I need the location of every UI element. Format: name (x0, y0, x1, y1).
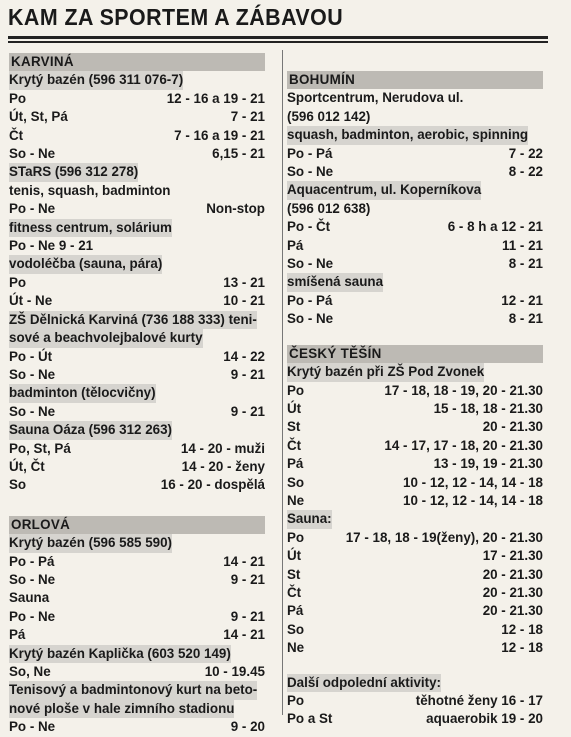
karvina-label: Po - Ne (9, 201, 56, 217)
karvina-hours: 9 - 21 (230, 366, 265, 382)
tesin-row (287, 602, 543, 620)
column-divider (282, 50, 283, 715)
tesin-label: St (287, 419, 301, 435)
left-column (9, 51, 265, 737)
dalsi-label: Po a St (287, 711, 333, 727)
karvina-label: Po - Út (9, 348, 53, 364)
tesin-label: Čt (287, 437, 302, 453)
karvina-hours: Non-stop (206, 201, 265, 217)
tesin-label: Út (287, 548, 302, 564)
orlova-label: Krytý bazén Kaplička (603 520 149) (9, 645, 231, 663)
karvina-hours: 10 - 21 (223, 293, 265, 309)
tesin-hours: 20 - 21.30 (482, 584, 543, 600)
orlova-label: Krytý bazén (596 585 590) (9, 534, 172, 552)
bohumin-row (287, 163, 543, 181)
orlova-label: Po - Ne (9, 608, 56, 624)
karvina-row (9, 127, 265, 145)
section-header-tesin: ČESKÝ TĚŠÍN (287, 345, 543, 363)
karvina-label: ZŠ Dělnická Karviná (736 188 333) teni- (9, 311, 257, 329)
karvina-label: Sauna Oáza (596 312 263) (9, 421, 172, 439)
orlova-label: Sauna (9, 590, 50, 606)
tesin-row (287, 639, 543, 657)
karvina-row (9, 311, 265, 329)
bohumin-hours: 8 - 22 (508, 164, 543, 180)
karvina-row (9, 366, 265, 384)
tesin-row (287, 400, 543, 418)
orlova-hours: 14 - 21 (223, 627, 265, 643)
tesin-hours: 17 - 21.30 (482, 548, 543, 564)
bohumin-hours: 6 - 8 h a 12 - 21 (447, 219, 543, 235)
karvina-label: Po - Ne 9 - 21 (9, 238, 94, 254)
karvina-label: sové a beachvolejbalové kurty (9, 329, 203, 347)
orlova-hours: 14 - 21 (223, 553, 265, 569)
orlova-hours: 9 - 20 (230, 719, 265, 735)
karvina-row (9, 71, 265, 89)
orlova-label: Po - Pá (9, 553, 55, 569)
karvina-listing (9, 71, 265, 494)
bohumin-hours: 8 - 21 (508, 311, 543, 327)
bohumin-hours: 12 - 21 (501, 292, 543, 308)
orlova-row (9, 663, 265, 681)
title-rule (8, 36, 548, 39)
karvina-label: Po (9, 274, 27, 290)
tesin-row (287, 437, 543, 455)
karvina-label: Út, St, Pá (9, 109, 68, 125)
tesin-hours: 20 - 21.30 (482, 419, 543, 435)
bohumin-label: squash, badminton, aerobic, spinning (287, 126, 528, 144)
dalsi-hours: těhotné ženy 16 - 17 (415, 693, 543, 708)
orlova-row (9, 571, 265, 589)
bohumin-row (287, 237, 543, 255)
karvina-hours: 12 - 16 a 19 - 21 (166, 90, 265, 106)
karvina-label: Po (9, 90, 27, 106)
karvina-row (9, 108, 265, 126)
karvina-row (9, 384, 265, 402)
orlova-label: Tenisový a badmintonový kurt na beto- (9, 681, 257, 699)
tesin-row (287, 492, 543, 510)
karvina-hours: 6,15 - 21 (212, 146, 265, 162)
bohumin-label: Sportcentrum, Nerudova ul. (287, 90, 464, 106)
dalsi-row (287, 674, 543, 692)
tesin-listing (287, 363, 543, 658)
tesin-label: Čt (287, 584, 302, 600)
karvina-row (9, 90, 265, 108)
bohumin-row (287, 108, 543, 126)
karvina-row (9, 163, 265, 181)
orlova-row (9, 553, 265, 571)
dalsi-hours: aquaerobik 19 - 20 (426, 711, 543, 727)
tesin-label: Ne (287, 640, 305, 656)
orlova-row (9, 534, 265, 552)
tesin-row (287, 510, 543, 528)
bohumin-row (287, 292, 543, 310)
orlova-hours: 9 - 21 (230, 571, 265, 587)
karvina-row (9, 421, 265, 439)
karvina-hours: 13 - 21 (223, 274, 265, 290)
orlova-listing (9, 534, 265, 736)
tesin-label: So (287, 474, 305, 490)
dalsi-label: Další odpolední aktivity: (287, 674, 441, 692)
karvina-row (9, 476, 265, 494)
karvina-hours: 16 - 20 - dospělá (160, 477, 265, 493)
section-header-karvina: KARVINÁ (9, 53, 265, 71)
karvina-label: So - Ne (9, 366, 56, 382)
tesin-label: Ne (287, 492, 305, 508)
karvina-label: Út, Čt (9, 458, 45, 474)
karvina-row (9, 237, 265, 255)
right-column (287, 69, 543, 729)
karvina-row (9, 219, 265, 237)
tesin-label: Sauna: (287, 510, 332, 528)
bohumin-hours: 8 - 21 (508, 256, 543, 272)
tesin-row (287, 474, 543, 492)
karvina-hours: 7 - 21 (230, 109, 265, 125)
tesin-label: Pá (287, 603, 304, 619)
orlova-hours: 9 - 21 (230, 608, 265, 624)
bohumin-row (287, 310, 543, 328)
section-header-orlova: ORLOVÁ (9, 516, 265, 534)
tesin-row (287, 455, 543, 473)
tesin-label: St (287, 566, 301, 582)
tesin-hours: 10 - 12, 12 - 14, 14 - 18 (403, 474, 543, 490)
tesin-label: Pá (287, 456, 304, 472)
dalsi-label: Po (287, 693, 305, 708)
tesin-row (287, 382, 543, 400)
bohumin-label: Aquacentrum, ul. Koperníkova (287, 181, 481, 199)
tesin-row (287, 621, 543, 639)
tesin-hours: 12 - 18 (501, 621, 543, 637)
tesin-hours: 17 - 18, 18 - 19(ženy), 20 - 21.30 (345, 529, 543, 545)
bohumin-label: Po - Pá (287, 145, 333, 161)
orlova-label: So - Ne (9, 571, 56, 587)
orlova-label: Pá (9, 627, 26, 643)
tesin-label: Po (287, 382, 305, 398)
tesin-hours: 14 - 17, 17 - 18, 20 - 21.30 (384, 437, 543, 453)
karvina-label: Po, St, Pá (9, 440, 71, 456)
tesin-label: Út (287, 400, 302, 416)
bohumin-label: (596 012 142) (287, 108, 371, 124)
karvina-label: Út - Ne (9, 293, 53, 309)
bohumin-label: So - Ne (287, 256, 334, 272)
bohumin-label: (596 012 638) (287, 200, 371, 216)
bohumin-row (287, 255, 543, 273)
bohumin-listing (287, 89, 543, 328)
tesin-hours: 15 - 18, 18 - 21.30 (433, 400, 543, 416)
bohumin-row (287, 218, 543, 236)
karvina-label: tenis, squash, badminton (9, 182, 171, 198)
karvina-label: So (9, 477, 27, 493)
orlova-row (9, 608, 265, 626)
karvina-row (9, 348, 265, 366)
karvina-row (9, 403, 265, 421)
tesin-hours: 20 - 21.30 (482, 566, 543, 582)
orlova-row (9, 681, 265, 699)
orlova-row (9, 626, 265, 644)
bohumin-row (287, 145, 543, 163)
tesin-label: Po (287, 529, 305, 545)
bohumin-label: Pá (287, 237, 304, 253)
karvina-row (9, 329, 265, 347)
bohumin-hours: 7 - 22 (508, 145, 543, 161)
karvina-row (9, 292, 265, 310)
karvina-row (9, 274, 265, 292)
karvina-label: Čt (9, 127, 24, 143)
tesin-row (287, 584, 543, 602)
orlova-label: nové ploše v hale zimního stadionu (9, 700, 234, 718)
orlova-label: So, Ne (9, 664, 51, 679)
tesin-hours: 20 - 21.30 (482, 603, 543, 619)
karvina-label: badminton (tělocvičny) (9, 384, 156, 402)
karvina-label: So - Ne (9, 146, 56, 162)
karvina-label: fitness centrum, solárium (9, 219, 172, 237)
orlova-row (9, 589, 265, 607)
karvina-row (9, 458, 265, 476)
orlova-hours: 10 - 19.45 (204, 664, 265, 679)
bohumin-label: So - Ne (287, 164, 334, 180)
bohumin-row (287, 89, 543, 107)
tesin-label: Krytý bazén při ZŠ Pod Zvonek (287, 363, 484, 381)
other-activities-listing (287, 674, 543, 729)
tesin-hours: 13 - 19, 19 - 21.30 (433, 456, 543, 472)
orlova-row (9, 645, 265, 663)
karvina-hours: 14 - 20 - muži (180, 440, 265, 456)
tesin-label: So (287, 621, 305, 637)
bohumin-row (287, 126, 543, 144)
karvina-row (9, 145, 265, 163)
tesin-row (287, 566, 543, 584)
page-title: KAM ZA SPORTEM A ZÁBAVOU (8, 4, 344, 30)
bohumin-hours: 11 - 21 (502, 237, 543, 253)
karvina-row (9, 255, 265, 273)
section-header-bohumin: BOHUMÍN (287, 71, 543, 89)
title-rule-thin (8, 41, 548, 43)
karvina-label: Krytý bazén (596 311 076-7) (9, 71, 183, 89)
karvina-label: So - Ne (9, 403, 56, 419)
karvina-label: STaRS (596 312 278) (9, 163, 138, 181)
dalsi-row (287, 692, 543, 710)
bohumin-label: Po - Pá (287, 292, 333, 308)
karvina-label: vodoléčba (sauna, pára) (9, 255, 162, 273)
karvina-row (9, 200, 265, 218)
tesin-row (287, 529, 543, 547)
karvina-hours: 14 - 20 - ženy (181, 458, 265, 474)
tesin-row (287, 547, 543, 565)
tesin-hours: 10 - 12, 12 - 14, 14 - 18 (403, 492, 543, 508)
karvina-hours: 14 - 22 (223, 348, 265, 364)
tesin-hours: 17 - 18, 18 - 19, 20 - 21.30 (384, 382, 543, 398)
tesin-row (287, 418, 543, 436)
karvina-hours: 7 - 16 a 19 - 21 (174, 127, 265, 143)
karvina-hours: 9 - 21 (230, 403, 265, 419)
bohumin-label: So - Ne (287, 311, 334, 327)
tesin-hours: 12 - 18 (501, 640, 543, 656)
bohumin-label: Po - Čt (287, 219, 331, 235)
karvina-row (9, 440, 265, 458)
tesin-row (287, 363, 543, 381)
orlova-label: Po - Ne (9, 719, 56, 735)
bohumin-label: smíšená sauna (287, 273, 383, 291)
karvina-row (9, 182, 265, 200)
bohumin-row (287, 200, 543, 218)
orlova-row (9, 700, 265, 718)
orlova-row (9, 718, 265, 736)
bohumin-row (287, 181, 543, 199)
bohumin-row (287, 273, 543, 291)
